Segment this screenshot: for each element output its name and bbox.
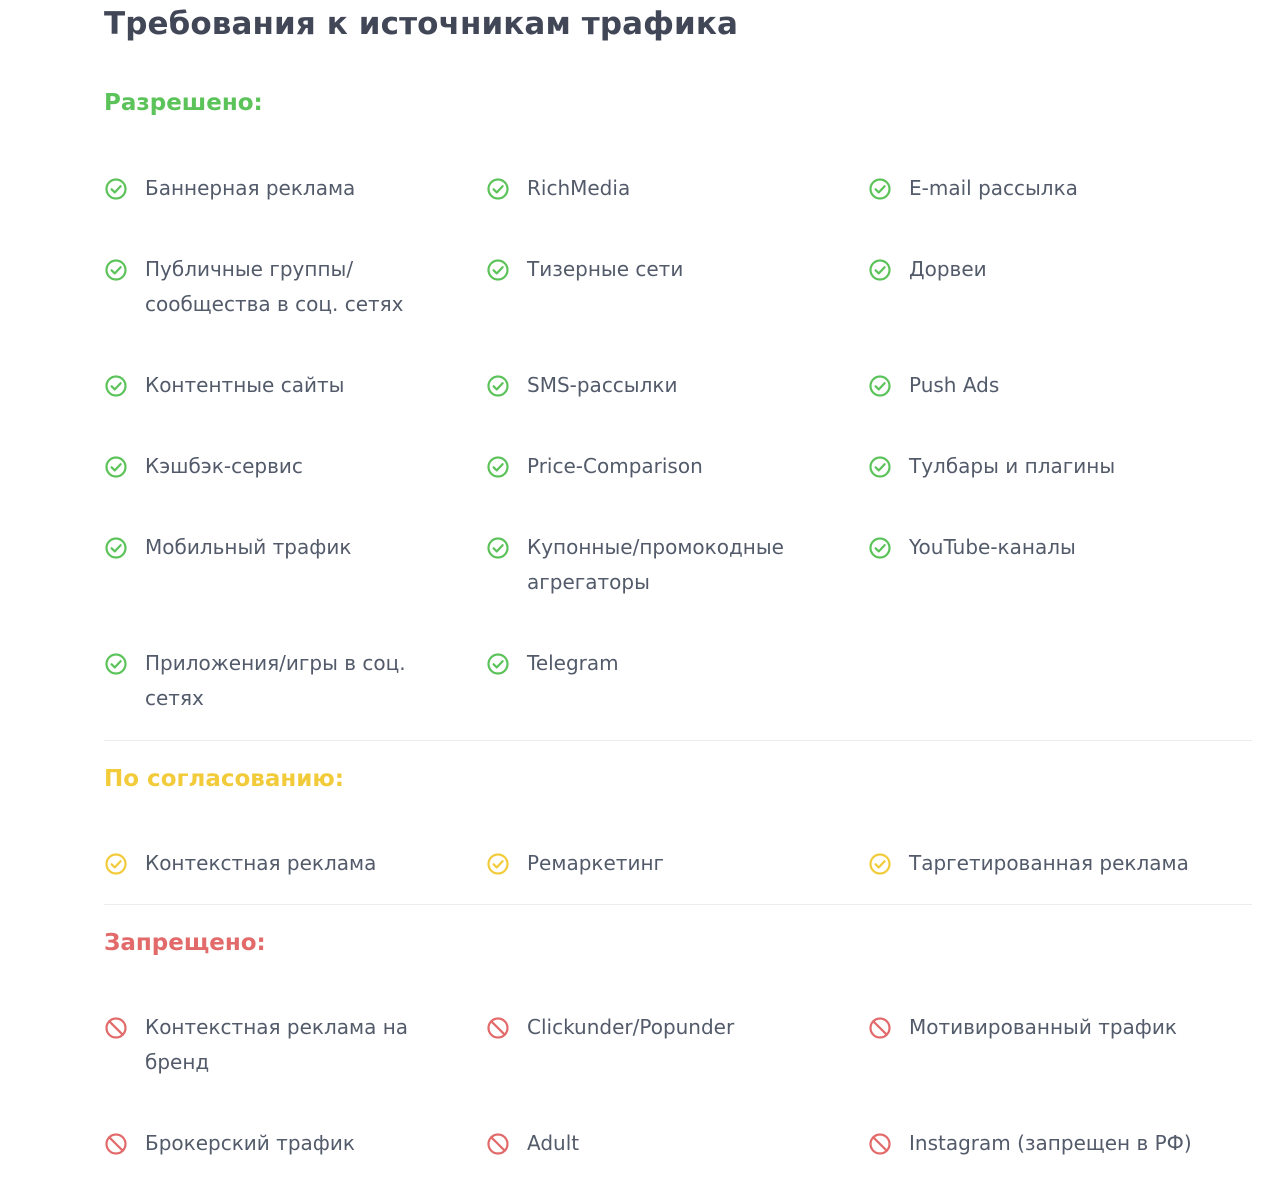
list-item-label: Контентные сайты (145, 373, 345, 397)
allowed-list-item (486, 368, 868, 403)
check-circle-icon (486, 455, 510, 479)
section-title-forbidden: Запрещено: (104, 930, 266, 956)
forbidden-list-item (486, 1010, 868, 1080)
allowed-list-item (486, 171, 868, 206)
forbidden-list-item (868, 1126, 1252, 1161)
check-circle-icon (104, 455, 128, 479)
check-circle-icon (486, 652, 510, 676)
check-circle-icon (868, 177, 892, 201)
check-circle-icon (104, 258, 128, 282)
allowed-list-item (868, 171, 1252, 206)
forbidden-icon (486, 1132, 510, 1156)
list-item-label: Ремаркетинг (527, 851, 665, 875)
check-circle-icon (104, 177, 128, 201)
list-item-label: Контекстная реклама (145, 851, 377, 875)
allowed-list-item (868, 252, 1252, 322)
section-title-allowed: Разрешено: (104, 90, 263, 116)
list-item-label: Брокерский трафик (145, 1131, 355, 1155)
allowed-list-item (104, 449, 486, 484)
list-item-label: Тизерные сети (527, 257, 684, 281)
check-circle-icon (868, 852, 892, 876)
allowed-list-item (104, 171, 486, 206)
forbidden-icon (486, 1016, 510, 1040)
forbidden-list (104, 1010, 1252, 1161)
check-circle-icon (104, 374, 128, 398)
divider (104, 904, 1252, 905)
list-item-label: Мобильный трафик (145, 535, 352, 559)
agreement-list-item (486, 846, 868, 881)
check-circle-icon (486, 536, 510, 560)
allowed-list-item (104, 368, 486, 403)
allowed-list-item (868, 449, 1252, 484)
list-item-label: Приложения/игры в соц. сетях (145, 651, 406, 710)
check-circle-icon (104, 852, 128, 876)
list-item-label: Adult (527, 1131, 580, 1155)
forbidden-list-item (104, 1126, 486, 1161)
check-circle-icon (486, 177, 510, 201)
agreement-list (104, 846, 1252, 881)
list-item-label: Price-Comparison (527, 454, 703, 478)
list-item-label: Публичные группы/ сообщества в соц. сетях (145, 257, 404, 316)
list-item-label: Дорвеи (909, 257, 987, 281)
check-circle-icon (868, 536, 892, 560)
allowed-list-item (486, 252, 868, 322)
list-item-label: Instagram (запрещен в РФ) (909, 1131, 1192, 1155)
allowed-list-item (104, 530, 486, 600)
allowed-list-item (486, 449, 868, 484)
list-item-label: Таргетированная реклама (909, 851, 1189, 875)
list-item-label: E-mail рассылка (909, 176, 1078, 200)
list-item-label: RichMedia (527, 176, 631, 200)
agreement-list-item (868, 846, 1252, 881)
list-item-label: Контекстная реклама на бренд (145, 1015, 409, 1074)
list-item-label: Кэшбэк-сервис (145, 454, 303, 478)
list-item-label: Clickunder/Popunder (527, 1015, 735, 1039)
forbidden-list-item (104, 1010, 486, 1080)
allowed-list-item (868, 368, 1252, 403)
forbidden-icon (104, 1132, 128, 1156)
forbidden-list-item (868, 1010, 1252, 1080)
allowed-list-item (486, 646, 868, 716)
list-item-label: Мотивированный трафик (909, 1015, 1177, 1039)
divider (104, 740, 1252, 741)
list-item-label: Купонные/промокодные агрегаторы (527, 535, 784, 594)
forbidden-icon (868, 1132, 892, 1156)
list-item-label: Push Ads (909, 373, 1000, 397)
list-item-label: SMS-рассылки (527, 373, 678, 397)
check-circle-icon (868, 374, 892, 398)
page-title: Требования к источникам трафика (104, 6, 738, 42)
list-item-label: Тулбары и плагины (909, 454, 1116, 478)
check-circle-icon (868, 455, 892, 479)
check-circle-icon (486, 374, 510, 398)
list-item-label: Баннерная реклама (145, 176, 356, 200)
allowed-list-item (104, 646, 486, 716)
forbidden-icon (104, 1016, 128, 1040)
section-title-agreement: По согласованию: (104, 766, 344, 792)
forbidden-list-item (486, 1126, 868, 1161)
allowed-list-item (104, 252, 486, 322)
check-circle-icon (104, 536, 128, 560)
list-item-label: YouTube-каналы (909, 535, 1076, 559)
agreement-list-item (104, 846, 486, 881)
allowed-list-item (868, 530, 1252, 600)
check-circle-icon (486, 258, 510, 282)
allowed-list (104, 171, 1252, 716)
check-circle-icon (104, 652, 128, 676)
check-circle-icon (486, 852, 510, 876)
forbidden-icon (868, 1016, 892, 1040)
allowed-list-item (486, 530, 868, 600)
list-item-label: Telegram (527, 651, 619, 675)
check-circle-icon (868, 258, 892, 282)
